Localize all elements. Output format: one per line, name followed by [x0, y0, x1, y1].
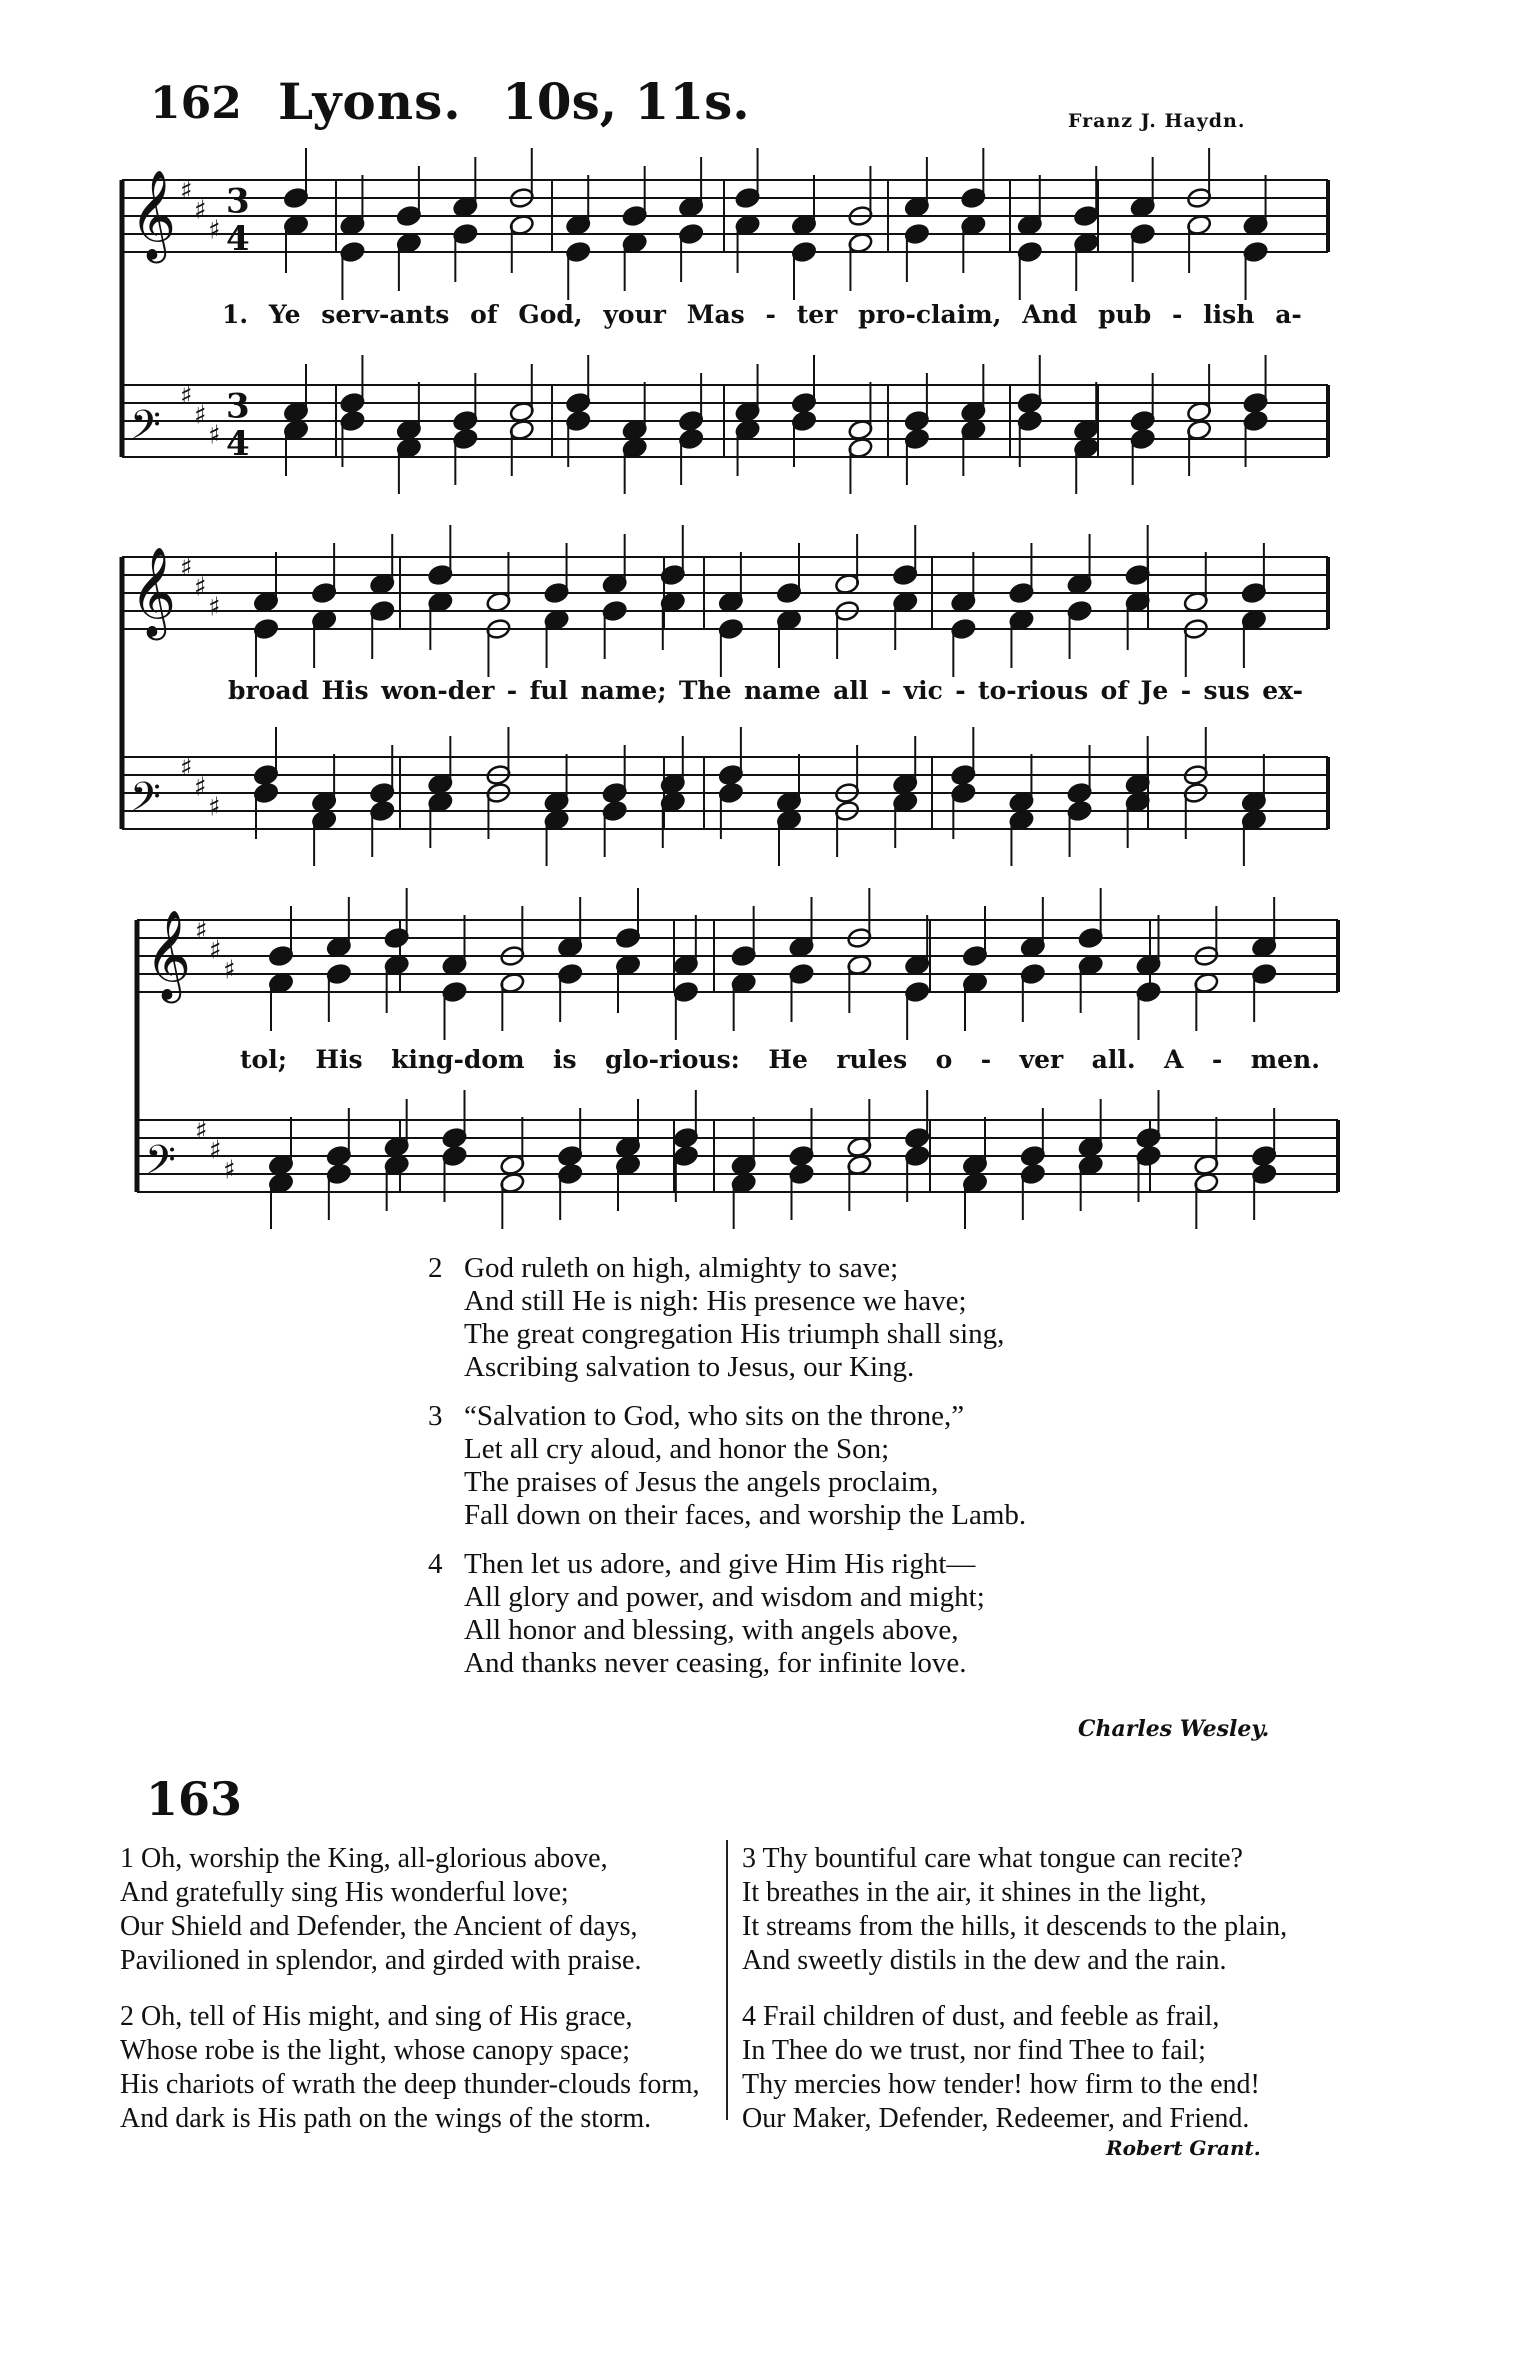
sharp-sign: ♯ [195, 1115, 208, 1146]
lyric-syllable: o [935, 1045, 953, 1074]
sharp-sign: ♯ [180, 552, 193, 583]
lyric-syllable: ful [529, 676, 569, 705]
bass-clef: 𝄢 [130, 402, 161, 459]
lyric-syllable: His [315, 1045, 363, 1074]
stanza-line [742, 1842, 1287, 1876]
lyric-syllable: Je [1140, 676, 1169, 705]
verse-block [428, 1548, 1026, 1680]
hymn-163-right-column [742, 1842, 1287, 2158]
verse-text: Fall down on their faces, and worship the Lamb. [464, 1499, 1027, 1531]
lyric-syllable: And [1022, 300, 1078, 329]
sharp-sign: ♯ [194, 572, 207, 603]
sharp-sign: ♯ [180, 380, 193, 411]
lyric-syllable: king-dom [391, 1045, 525, 1074]
time-signature-top: 3 [226, 386, 250, 427]
verse-text: “Salvation to God, who sits on the throne,” [464, 1400, 965, 1432]
hymn-162-tune-name: Lyons. [278, 72, 462, 131]
lyric-syllable: a- [1275, 300, 1302, 329]
verse-line [428, 1548, 1026, 1581]
lyric-syllable: Mas [686, 300, 745, 329]
stanza-line [742, 2102, 1287, 2136]
stanza-text: Thy bountiful care what tongue can recite? [762, 1843, 1243, 1874]
verse-line [428, 1318, 1026, 1351]
bass-clef: 𝄢 [130, 774, 161, 831]
lyric-syllable: A [1164, 1045, 1184, 1074]
sharp-sign: ♯ [223, 1155, 236, 1186]
stanza-line [120, 1842, 700, 1876]
verse-text: And still He is nigh: His presence we have; [464, 1285, 967, 1317]
stanza-text: And gratefully sing His wonderful love; [120, 1877, 569, 1908]
bass-clef: 𝄢 [145, 1137, 176, 1194]
lyric-syllable: of [1100, 676, 1129, 705]
lyric-syllable: tol; [240, 1045, 287, 1074]
lyric-syllable: serv-ants [321, 300, 450, 329]
stanza-block [120, 1842, 700, 1978]
stanza-number: 4 [742, 2001, 763, 2032]
sharp-sign: ♯ [223, 955, 236, 986]
lyric-syllable: rules [836, 1045, 908, 1074]
time-signature-bottom: 4 [226, 219, 250, 260]
lyric-syllable: God, [518, 300, 583, 329]
verse-number: 4 [428, 1548, 443, 1580]
verse-text: The praises of Jesus the angels proclaim, [464, 1466, 939, 1498]
lyric-syllable: all [833, 676, 869, 705]
lyric-syllable: name; [580, 676, 667, 705]
stanza-text: In Thee do we trust, nor find Thee to fail; [742, 2035, 1206, 2066]
stanza-text: It streams from the hills, it descends to the plain, [742, 1911, 1288, 1942]
lyric-syllable: - [1172, 300, 1183, 329]
lyric-syllable: broad [228, 676, 310, 705]
verse-line [428, 1581, 1026, 1614]
treble-clef: 𝄞 [130, 170, 177, 261]
stanza-line [120, 2102, 700, 2136]
stanza-block [120, 2000, 700, 2136]
lyric-syllable: lish [1203, 300, 1255, 329]
verse-number: 2 [428, 1252, 443, 1284]
lyric-syllable: glo-rious: [605, 1045, 740, 1074]
column-divider [726, 1840, 728, 2120]
hymn-163-author: Robert Grant. [1106, 2136, 1261, 2160]
stanza-number: 2 [120, 2001, 141, 2032]
stanza-text: Frail children of dust, and feeble as frail, [763, 2001, 1220, 2032]
verse-text: The great congregation His triumph shall sing, [464, 1318, 1005, 1350]
lyric-syllable: His [321, 676, 369, 705]
verse-block [428, 1400, 1026, 1532]
stanza-text: Our Shield and Defender, the Ancient of days, [120, 1911, 638, 1942]
lyric-syllable: ex- [1262, 676, 1303, 705]
time-signature-top: 3 [226, 181, 250, 222]
lyric-syllable: to-rious [978, 676, 1089, 705]
verse-line [428, 1614, 1026, 1647]
stanza-text: Oh, worship the King, all-glorious above, [141, 1843, 608, 1874]
stanza-text: Thy mercies how tender! how firm to the end! [742, 2069, 1260, 2100]
lyric-syllable: Ye [268, 300, 301, 329]
sharp-sign: ♯ [208, 592, 221, 623]
stanza-block [742, 1842, 1287, 1978]
lyric-syllable: won-der [381, 676, 495, 705]
stanza-text: Our Maker, Defender, Redeemer, and Friend. [742, 2103, 1250, 2134]
verse-line [428, 1647, 1026, 1680]
hymn-163-number: 163 [146, 1772, 243, 1826]
treble-clef: 𝄞 [130, 547, 177, 638]
hymn-162-meter: 10s, 11s. [502, 72, 750, 131]
stanza-number: 1 [120, 1843, 141, 1874]
stanza-number: 3 [742, 1843, 763, 1874]
hymn-162-author: Charles Wesley. [1078, 1716, 1270, 1742]
verse-line [428, 1400, 1026, 1433]
verse-text: All honor and blessing, with angels above, [464, 1614, 959, 1646]
verse-line [428, 1351, 1026, 1384]
verse-line [428, 1499, 1026, 1532]
stanza-line [120, 2068, 700, 2102]
verse-line [428, 1466, 1026, 1499]
hymn-162-composer: Franz J. Haydn. [1068, 110, 1246, 132]
sharp-sign: ♯ [209, 1135, 222, 1166]
verse-text: Then let us adore, and give Him His right— [464, 1548, 976, 1580]
lyric-syllable: - [980, 1045, 992, 1074]
lyric-syllable: ver [1019, 1045, 1064, 1074]
lyric-syllable: sus [1203, 676, 1250, 705]
stanza-line [742, 1910, 1287, 1944]
lyric-line-3 [240, 1045, 1320, 1074]
stanza-line [742, 2000, 1287, 2034]
lyric-syllable: of [470, 300, 498, 329]
lyric-syllable: - [955, 676, 966, 705]
verse-text: Ascribing salvation to Jesus, our King. [464, 1351, 915, 1383]
stanza-line [120, 1876, 700, 1910]
stanza-line [120, 1910, 700, 1944]
sharp-sign: ♯ [195, 915, 208, 946]
verse-text: Let all cry aloud, and honor the Son; [464, 1433, 890, 1465]
time-signature-bottom: 4 [226, 424, 250, 465]
verse-text: And thanks never ceasing, for infinite love. [464, 1647, 967, 1679]
lyric-syllable: - [880, 676, 892, 705]
stanza-text: And sweetly distils in the dew and the rain. [742, 1945, 1227, 1976]
verse-line [428, 1252, 1026, 1285]
sharp-sign: ♯ [180, 175, 193, 206]
stanza-line [120, 2000, 700, 2034]
stanza-line [120, 2034, 700, 2068]
lyric-syllable: pub [1098, 300, 1152, 329]
lyric-syllable: your [603, 300, 666, 329]
lyric-syllable: The [678, 676, 732, 705]
stanza-line [120, 1944, 700, 1978]
lyric-syllable: 1. [222, 300, 249, 329]
lyric-syllable: He [768, 1045, 808, 1074]
verse-line [428, 1285, 1026, 1318]
lyric-syllable: pro-claim, [858, 300, 1002, 329]
hymn-163-left-column [120, 1842, 700, 2158]
lyric-syllable: - [1180, 676, 1192, 705]
lyric-syllable: name [743, 676, 821, 705]
lyric-syllable: is [552, 1045, 577, 1074]
stanza-text: It breathes in the air, it shines in the light, [742, 1877, 1207, 1908]
sharp-sign: ♯ [194, 772, 207, 803]
verse-number: 3 [428, 1400, 443, 1432]
stanza-text: Whose robe is the light, whose canopy space; [120, 2035, 631, 2066]
lyric-syllable: all. [1091, 1045, 1136, 1074]
sharp-sign: ♯ [208, 215, 221, 246]
sharp-sign: ♯ [208, 792, 221, 823]
stanza-line [742, 1944, 1287, 1978]
verse-text: All glory and power, and wisdom and might; [464, 1581, 985, 1613]
sharp-sign: ♯ [180, 752, 193, 783]
stanza-text: Pavilioned in splendor, and girded with praise. [120, 1945, 642, 1976]
stanza-block [742, 2000, 1287, 2136]
lyric-syllable: ter [796, 300, 838, 329]
stanza-text: Oh, tell of His might, and sing of His grace, [141, 2001, 633, 2032]
lyric-syllable: vic [903, 676, 943, 705]
treble-clef: 𝄞 [145, 910, 192, 1001]
verse-line [428, 1433, 1026, 1466]
verse-text: God ruleth on high, almighty to save; [464, 1252, 899, 1284]
sharp-sign: ♯ [194, 195, 207, 226]
hymn-162-number: 162 [150, 78, 242, 129]
lyric-syllable: - [765, 300, 776, 329]
sharp-sign: ♯ [194, 400, 207, 431]
verse-block [428, 1252, 1026, 1384]
sharp-sign: ♯ [208, 420, 221, 451]
lyric-syllable: men. [1250, 1045, 1320, 1074]
lyric-line-1 [222, 300, 1302, 329]
stanza-line [742, 2034, 1287, 2068]
lyric-syllable: - [1211, 1045, 1223, 1074]
hymn-162-verses [428, 1252, 1026, 1696]
sharp-sign: ♯ [209, 935, 222, 966]
stanza-text: His chariots of wrath the deep thunder-clouds form, [120, 2069, 700, 2100]
stanza-line [742, 1876, 1287, 1910]
lyric-syllable: - [506, 676, 518, 705]
stanza-text: And dark is His path on the wings of the storm. [120, 2103, 652, 2134]
stanza-line [742, 2068, 1287, 2102]
lyric-line-2 [228, 676, 1303, 705]
